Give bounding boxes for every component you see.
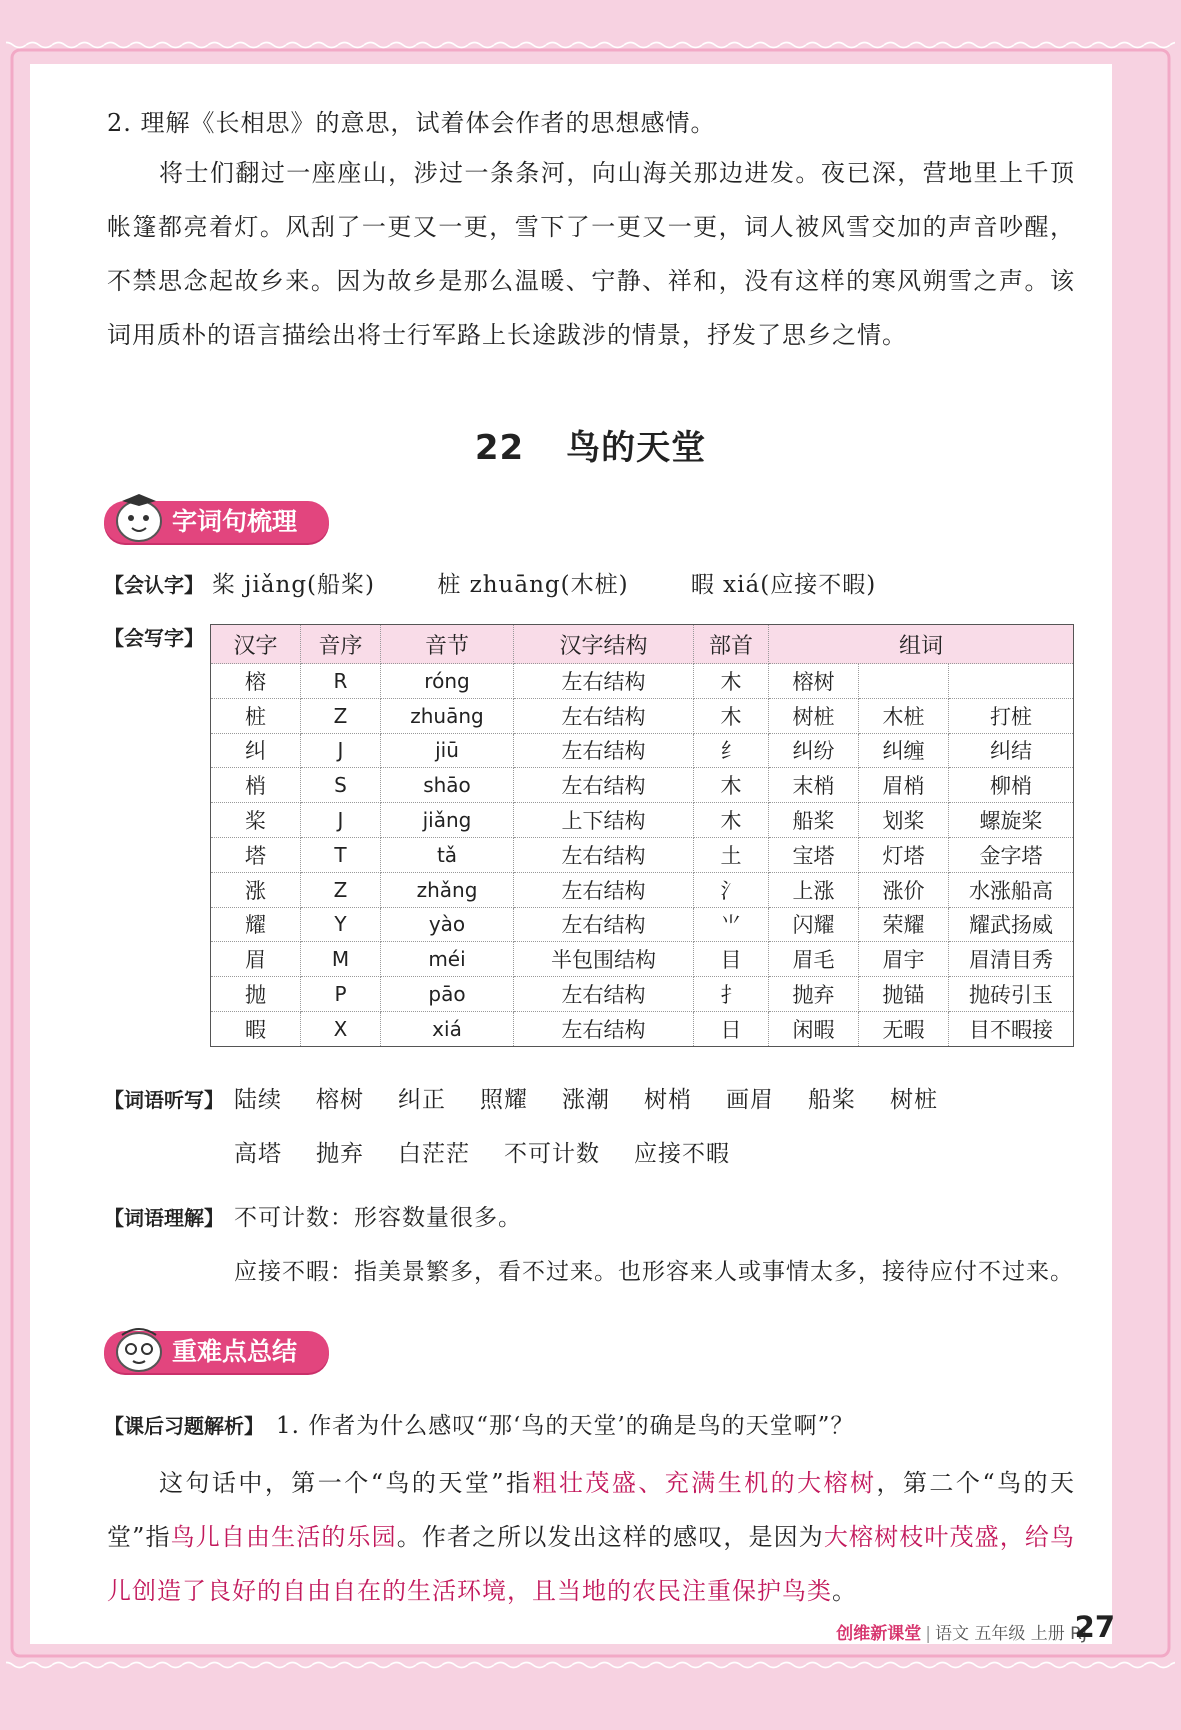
cell-structure: 半包围结构	[514, 942, 694, 977]
cell-char: 桨	[211, 803, 301, 838]
cell-initial: J	[301, 733, 381, 768]
table-row	[211, 698, 1074, 733]
cell-char: 塔	[211, 837, 301, 872]
header-initial: 音序	[301, 625, 381, 664]
mascot-icon	[110, 491, 168, 549]
cell-radical: ⺌	[694, 907, 769, 942]
cell-radical: 目	[694, 942, 769, 977]
page-number: 27	[1074, 1610, 1115, 1644]
dictation-label: 【词语听写】	[104, 1088, 224, 1112]
cell-structure: 上下结构	[514, 803, 694, 838]
cell-initial: S	[301, 768, 381, 803]
table-row	[211, 1011, 1074, 1046]
cell-char: 涨	[211, 872, 301, 907]
cell-word: 闲暇	[769, 1011, 859, 1046]
cell-word: 榕树	[769, 664, 859, 699]
cell-word: 金字塔	[949, 837, 1074, 872]
answer-text: 。	[832, 1577, 857, 1605]
cell-radical: 木	[694, 664, 769, 699]
cell-structure: 左右结构	[514, 1011, 694, 1046]
cell-word: 灯塔	[859, 837, 949, 872]
understanding-line-2: 应接不暇：指美景繁多，看不过来。也形容来人或事情太多，接待应付不过来。	[234, 1259, 1074, 1285]
lesson-title	[0, 420, 1181, 469]
cell-word: 眉清目秀	[949, 942, 1074, 977]
answer-highlight: 大榕树枝叶茂盛，给鸟儿创造了良好的自由自在的生活环境，且当地的农民注重保护鸟类	[107, 1523, 1076, 1605]
answer-text: ，第二个“鸟的天堂”指	[107, 1469, 1076, 1551]
cell-pinyin: pāo	[381, 977, 514, 1012]
cell-structure: 左右结构	[514, 698, 694, 733]
writing-characters-table	[210, 624, 1074, 1047]
lesson-number: 22	[474, 428, 525, 468]
cell-word: 水涨船高	[949, 872, 1074, 907]
cell-word: 木桩	[859, 698, 949, 733]
dictation-word: 抛弃	[316, 1141, 364, 1167]
recognize-item: 桨 jiǎng(船桨)	[212, 572, 375, 598]
cell-pinyin: tǎ	[381, 837, 514, 872]
cell-structure: 左右结构	[514, 768, 694, 803]
mascot-icon	[110, 1321, 168, 1379]
cell-word: 纠结	[949, 733, 1074, 768]
dictation-word: 高塔	[234, 1141, 282, 1167]
cell-char: 榕	[211, 664, 301, 699]
table-header-row	[211, 625, 1074, 664]
cell-initial: Z	[301, 872, 381, 907]
cell-word: 闪耀	[769, 907, 859, 942]
dictation-word: 应接不暇	[634, 1141, 730, 1167]
header-structure: 汉字结构	[514, 625, 694, 664]
exercise-label: 【课后习题解析】	[104, 1414, 264, 1438]
recognize-label: 【会认字】	[104, 573, 204, 597]
cell-word: 宝塔	[769, 837, 859, 872]
cell-word: 涨价	[859, 872, 949, 907]
section-title: 字词句梳理	[172, 507, 298, 536]
cell-radical: 氵	[694, 872, 769, 907]
dictation-word: 树桩	[890, 1087, 938, 1113]
cell-pinyin: shāo	[381, 768, 514, 803]
answer-text: 。作者之所以发出这样的感叹，是因为	[396, 1523, 824, 1551]
dictation-word: 纠正	[398, 1087, 446, 1113]
cell-word: 眉毛	[769, 942, 859, 977]
dictation-word: 船桨	[808, 1087, 856, 1113]
cell-structure: 左右结构	[514, 872, 694, 907]
cell-char: 纠	[211, 733, 301, 768]
cell-word: 树桩	[769, 698, 859, 733]
exercise-answer	[107, 1456, 1075, 1618]
answer-text: 这句话中，第一个“鸟的天堂”指	[159, 1469, 533, 1497]
recognize-item: 桩 zhuāng(木桩)	[437, 572, 629, 598]
table-row	[211, 942, 1074, 977]
cell-word: 眉宇	[859, 942, 949, 977]
cell-pinyin: zhǎng	[381, 872, 514, 907]
cell-word: 眉梢	[859, 768, 949, 803]
cell-pinyin: yào	[381, 907, 514, 942]
dictation-word: 画眉	[726, 1087, 774, 1113]
cell-initial: T	[301, 837, 381, 872]
footer-book-info: 语文 五年级 上册 RJ	[934, 1624, 1087, 1644]
cell-initial: R	[301, 664, 381, 699]
table-row	[211, 837, 1074, 872]
table-row	[211, 872, 1074, 907]
exercise-question: 1. 作者为什么感叹“那‘鸟的天堂’的确是鸟的天堂啊”？	[276, 1413, 855, 1439]
cell-char: 暇	[211, 1011, 301, 1046]
cell-initial: Y	[301, 907, 381, 942]
understanding-label: 【词语理解】	[104, 1206, 224, 1230]
cell-initial: Z	[301, 698, 381, 733]
cell-word: 抛锚	[859, 977, 949, 1012]
answer-highlight: 鸟儿自由生活的乐园	[170, 1523, 397, 1551]
cell-initial: P	[301, 977, 381, 1012]
header-pinyin: 音节	[381, 625, 514, 664]
section-title: 重难点总结	[172, 1337, 298, 1366]
recognize-chars	[212, 569, 876, 601]
table-row	[211, 733, 1074, 768]
cell-structure: 左右结构	[514, 837, 694, 872]
cell-initial: X	[301, 1011, 381, 1046]
cell-word: 纠纷	[769, 733, 859, 768]
cell-word: 柳梢	[949, 768, 1074, 803]
section-banner-vocabulary	[104, 501, 329, 543]
cell-structure: 左右结构	[514, 977, 694, 1012]
cell-pinyin: jiǎng	[381, 803, 514, 838]
cell-word: 目不暇接	[949, 1011, 1074, 1046]
cell-initial: J	[301, 803, 381, 838]
cell-char: 桩	[211, 698, 301, 733]
lesson-name: 鸟的天堂	[566, 428, 707, 468]
cell-structure: 左右结构	[514, 664, 694, 699]
cell-word: 抛弃	[769, 977, 859, 1012]
dictation-word: 陆续	[234, 1087, 282, 1113]
table-body	[211, 664, 1074, 1047]
dictation-line-2	[234, 1138, 764, 1170]
dictation-word: 照耀	[480, 1087, 528, 1113]
cell-pinyin: zhuāng	[381, 698, 514, 733]
cell-char: 梢	[211, 768, 301, 803]
table-row	[211, 803, 1074, 838]
recognize-item: 暇 xiá(应接不暇)	[690, 572, 877, 598]
cell-word	[949, 664, 1074, 699]
understanding-line-1: 不可计数：形容数量很多。	[234, 1205, 522, 1231]
answer-highlight: 粗壮茂盛、充满生机的大榕树	[532, 1469, 877, 1497]
cell-radical: 土	[694, 837, 769, 872]
cell-char: 眉	[211, 942, 301, 977]
write-label: 【会写字】	[104, 626, 204, 650]
table-row	[211, 907, 1074, 942]
header-radical: 部首	[694, 625, 769, 664]
cell-word: 末梢	[769, 768, 859, 803]
cell-radical: 纟	[694, 733, 769, 768]
cell-pinyin: róng	[381, 664, 514, 699]
header-words: 组词	[769, 625, 1074, 664]
cell-radical: 木	[694, 803, 769, 838]
dictation-word: 树梢	[644, 1087, 692, 1113]
table-row	[211, 768, 1074, 803]
cell-pinyin: jiū	[381, 733, 514, 768]
dictation-word: 涨潮	[562, 1087, 610, 1113]
cell-structure: 左右结构	[514, 733, 694, 768]
dictation-line-1	[234, 1084, 972, 1116]
section-banner-keypoints	[104, 1331, 329, 1373]
dictation-word: 榕树	[316, 1087, 364, 1113]
header-char: 汉字	[211, 625, 301, 664]
cell-word: 抛砖引玉	[949, 977, 1074, 1012]
cell-word: 螺旋桨	[949, 803, 1074, 838]
cell-radical: 日	[694, 1011, 769, 1046]
footer-separator: |	[925, 1624, 931, 1644]
dictation-word: 白茫茫	[398, 1141, 470, 1167]
table-row	[211, 664, 1074, 699]
footer-brand: 创维新课堂	[836, 1624, 922, 1644]
cell-word: 耀武扬威	[949, 907, 1074, 942]
cell-radical: 扌	[694, 977, 769, 1012]
cell-word: 无暇	[859, 1011, 949, 1046]
cell-word: 划桨	[859, 803, 949, 838]
cell-word: 打桩	[949, 698, 1074, 733]
cell-word: 上涨	[769, 872, 859, 907]
cell-pinyin: méi	[381, 942, 514, 977]
dictation-word: 不可计数	[504, 1141, 600, 1167]
cell-pinyin: xiá	[381, 1011, 514, 1046]
cell-structure: 左右结构	[514, 907, 694, 942]
cell-word: 荣耀	[859, 907, 949, 942]
cell-word: 船桨	[769, 803, 859, 838]
cell-radical: 木	[694, 768, 769, 803]
cell-initial: M	[301, 942, 381, 977]
table-row	[211, 977, 1074, 1012]
cell-char: 抛	[211, 977, 301, 1012]
cell-char: 耀	[211, 907, 301, 942]
question-2-answer: 将士们翻过一座座山，涉过一条条河，向山海关那边进发。夜已深，营地里上千顶帐篷都亮着灯。风刮了一更又一更，雪下了一更又一更，词人被风雪交加的声音吵醒，不禁思念起故乡来。因为故乡是那么温暖、宁静、祥和，没有这样的寒风朔雪之声。该词用质朴的语言描绘出将士行军路上长途跋涉的情景，抒发了思乡之情。	[107, 159, 1075, 349]
footer-info	[836, 1619, 1087, 1644]
question-2: 2. 理解《长相思》的意思，试着体会作者的思想感情。	[107, 109, 716, 137]
cell-radical: 木	[694, 698, 769, 733]
cell-word: 纠缠	[859, 733, 949, 768]
cell-word	[859, 664, 949, 699]
